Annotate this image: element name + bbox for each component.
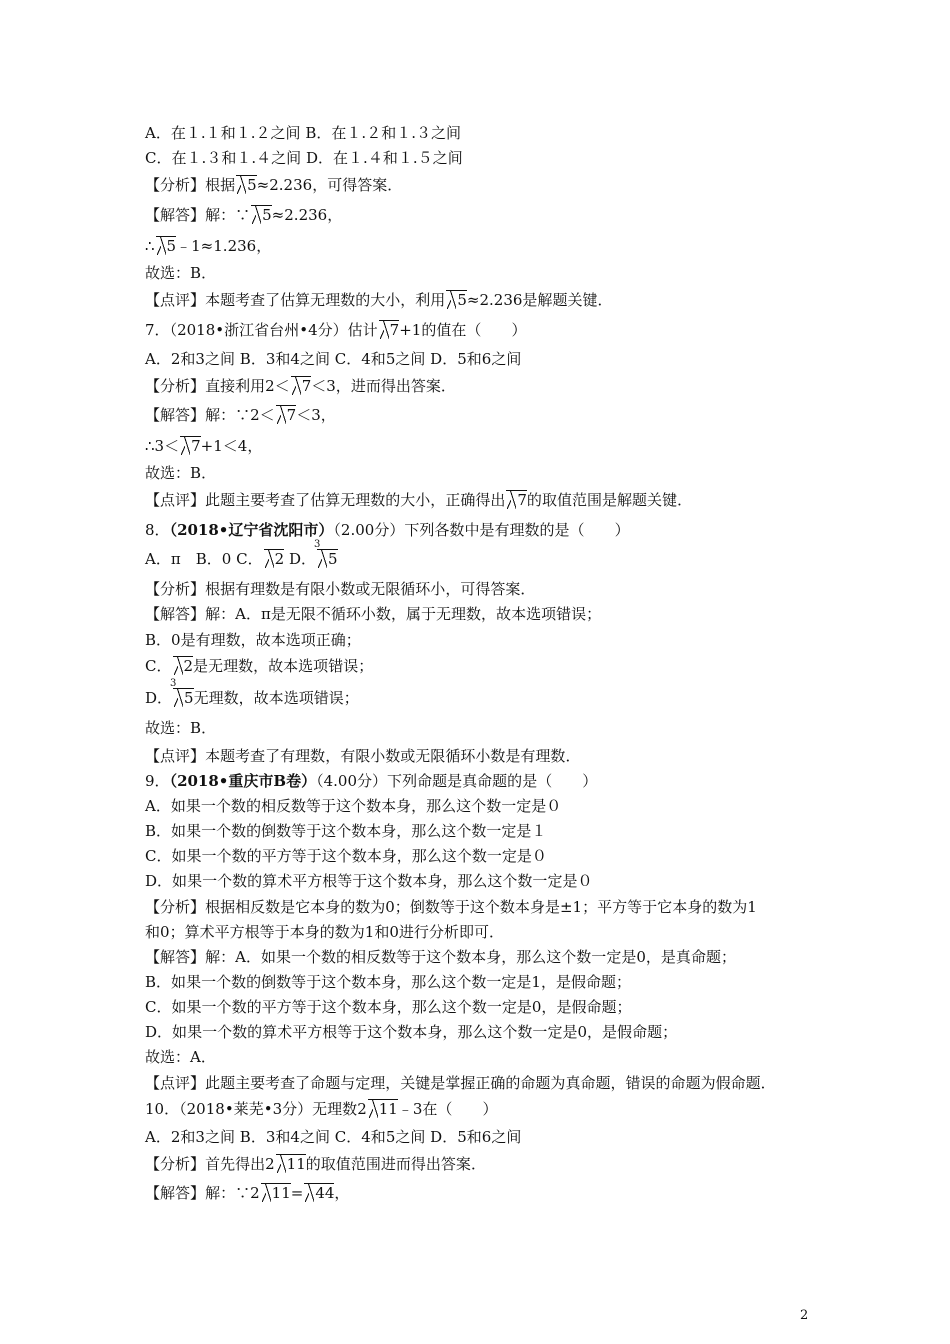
text-line: 故选：B． [145,264,217,282]
text-line: ∴3＜ 7+1＜4， [145,437,263,455]
text-line: 【分析】根据相反数是它本身的数为0；倒数等于这个数本身是±1；平方等于它本身的数为1 [145,898,757,916]
text-line: 【解答】解：A．π是无限不循环小数，属于无理数，故本选项错误； [145,605,602,623]
text-line: 【解答】解：∵2＜ 7＜3， [145,406,336,424]
text-line: B．0是有理数，故本选项正确； [145,631,361,649]
text-line: 【解答】解：∵ 5≈2.236， [145,206,343,224]
text-line: 9．（2018•重庆市B卷）（4.00分）下列命题是真命题的是（ ） [145,772,598,790]
text-line: 故选：B． [145,719,217,737]
text-line: 故选：B． [145,464,217,482]
text-line: 7．（2018•浙江省台州•4分）估计 7+1的值在（ ） [145,321,527,339]
text-line: A．在１.１和１.２之间 B．在１.２和１.３之间 [145,124,462,142]
text-line: 【分析】首先得出2 11的取值范围进而得出答案． [145,1155,486,1173]
text-line: 【点评】本题考查了有理数，有限小数或无限循环小数是有理数． [145,747,581,765]
text-line: 8．（2018•辽宁省沈阳市）（2.00分）下列各数中是有理数的是（ ） [145,521,630,539]
text-line: 【点评】本题考查了估算无理数的大小，利用 5≈2.236是解题关键． [145,291,613,309]
text-line: C．如果一个数的平方等于这个数本身，那么这个数一定是０ [145,847,547,865]
text-line: A．2和3之间 B．3和4之间 C．4和5之间 D．5和6之间 [145,1128,522,1146]
text-line: 【分析】根据 5≈2.236，可得答案． [145,176,403,194]
text-line: A．π B．0 C． 2 D． 3 5 [145,549,338,574]
text-line: B．如果一个数的倒数等于这个数本身，那么这个数一定是１ [145,822,547,840]
text-line: D．如果一个数的算术平方根等于这个数本身，那么这个数一定是０ [145,872,593,890]
text-line: A．如果一个数的相反数等于这个数本身，那么这个数一定是０ [145,797,562,815]
text-line: 【解答】解：A．如果一个数的相反数等于这个数本身，那么这个数一定是0，是真命题； [145,948,736,966]
text-line: 和0；算术平方根等于本身的数为1和0进行分析即可． [145,923,504,941]
text-line: C． 2是无理数，故本选项错误； [145,657,374,675]
text-line: 10．（2018•莱芜•3分）无理数2 11﹣3在（ ） [145,1100,498,1118]
text-line: 【分析】直接利用2＜ 7＜3，进而得出答案． [145,377,456,395]
text-line: 【点评】此题主要考查了命题与定理，关键是掌握正确的命题为真命题，错误的命题为假命题． [145,1074,776,1092]
text-line: D． 3 5无理数，故本选项错误； [145,688,359,713]
text-line: A．2和3之间 B．3和4之间 C．4和5之间 D．5和6之间 [145,350,522,368]
page-number: 2 [800,1308,809,1323]
text-line: B．如果一个数的倒数等于这个数本身，那么这个数一定是1，是假命题； [145,973,632,991]
text-line: D．如果一个数的算术平方根等于这个数本身，那么这个数一定是0，是假命题； [145,1023,678,1041]
text-line: C．如果一个数的平方等于这个数本身，那么这个数一定是0，是假命题； [145,998,632,1016]
text-line: 【分析】根据有理数是有限小数或无限循环小，可得答案． [145,580,536,598]
text-line: ∴ 5﹣1≈1.236， [145,237,272,255]
text-line: 【点评】此题主要考查了估算无理数的大小，正确得出 7的取值范围是解题关键． [145,491,693,509]
text-line: 【解答】解：∵2 11= 44， [145,1184,350,1202]
text-line: 故选：A． [145,1048,216,1066]
text-line: C．在１.３和１.４之间 D．在１.４和１.５之间 [145,149,463,167]
